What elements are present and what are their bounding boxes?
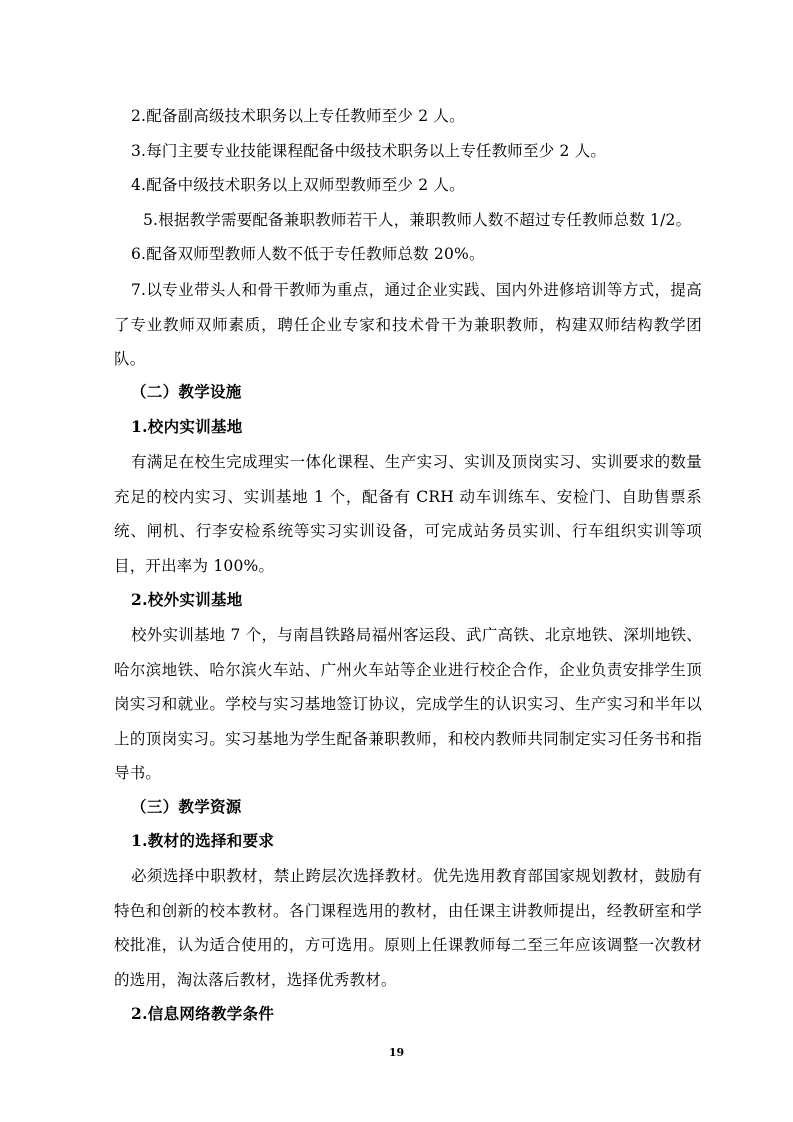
subsection-heading-textbooks: 1.教材的选择和要求 [131, 831, 275, 850]
subsection-heading-on-campus-training: 1.校内实训基地 [131, 417, 243, 436]
paragraph-textbooks: 必须选择中职教材，禁止跨层次选择教材。优先选用教育部国家规划教材，鼓励有特色和创新的校本教材。各门课程选用的教材，由任课主讲教师提出，经教研室和学校批准，认为适合使用的，方可选用。原则上任课教师每二至三年应该调整一次教材的选用，淘汰落后教材，选择优秀教材。 [114, 867, 702, 989]
list-item-6: 6.配备双师型教师人数不低于专任教师总数 20%。 [131, 245, 485, 263]
subsection-heading-network-teaching: 2.信息网络教学条件 [131, 1004, 275, 1023]
list-item-7: 7.以专业带头人和骨干教师为重点，通过企业实践、国内外进修培训等方式，提高了专业教师双师素质，聘任企业专家和技术骨干为兼职教师，构建双师结构教学团队。 [114, 281, 702, 368]
paragraph-off-campus-training: 校外实训基地 7 个，与南昌铁路局福州客运段、武广高铁、北京地铁、深圳地铁、哈尔滨地铁、哈尔滨火车站、广州火车站等企业进行校企合作，企业负责安排学生顶岗实习和就业。学校与实习基地签订协议，完成学生的认识实习、生产实习和半年以上的顶岗实习。实习基地为学生配备兼职教师，和校内教师共同制定实习任务书和指导书。 [114, 626, 702, 782]
page-number: 19 [388, 1046, 405, 1059]
section-heading-teaching-resources: （三）教学资源 [131, 797, 242, 816]
paragraph-on-campus-training: 有满足在校生完成理实一体化课程、生产实习、实训及顶岗实习、实训要求的数量充足的校内实习、实训基地 1 个，配备有 CRH 动车训练车、安检门、自助售票系统、闸机、行李安检系统等实习实训设备，可完成站务员实训、行车组织实训等项目，开出率为 100%。 [114, 453, 702, 575]
list-item-3: 3.每门主要专业技能课程配备中级技术职务以上专任教师至少 2 人。 [131, 142, 607, 160]
section-heading-teaching-facilities: （二）教学设施 [131, 382, 242, 401]
subsection-heading-off-campus-training: 2.校外实训基地 [131, 590, 243, 609]
list-item-2: 2.配备副高级技术职务以上专任教师至少 2 人。 [131, 107, 465, 125]
list-item-4: 4.配备中级技术职务以上双师型教师至少 2 人。 [131, 176, 465, 194]
list-item-5: 5.根据教学需要配备兼职教师若干人，兼职教师人数不超过专任教师总数 1/2。 [143, 211, 692, 229]
